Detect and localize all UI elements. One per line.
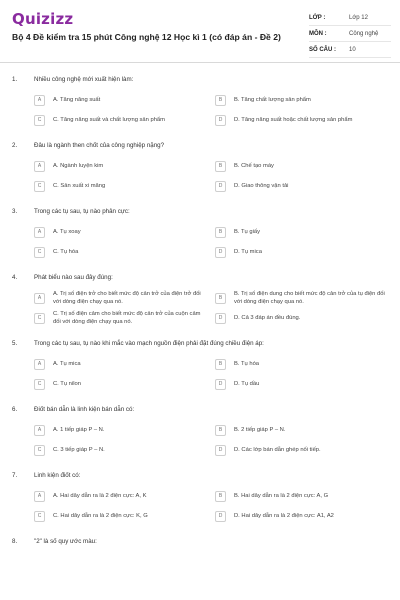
option-text: A. Ngành luyện kim xyxy=(53,163,104,169)
option-text: B. Tụ giấy xyxy=(234,229,260,235)
question-header xyxy=(0,76,400,88)
question-item xyxy=(0,76,400,130)
option-text: C. Trị số điện cảm cho biết mức độ cản trở của cuộn cảm đối với dòng điện chạy qua nó. xyxy=(53,311,201,325)
option-text: A. Trị số điện trở cho biết mức độ cản trở của điện trở đối với dòng điện chạy qua nó. xyxy=(53,291,201,305)
question-text: Trong các tụ sau, tụ nào khi mắc vào mạch nguồn điện phải đặt đúng chiều điện áp: xyxy=(34,340,264,347)
meta-label: SỐ CÂU : xyxy=(309,46,336,53)
option-text: C. 3 tiếp giáp P – N. xyxy=(53,447,105,453)
answer-option[interactable] xyxy=(215,374,396,394)
option-letter-box: B xyxy=(215,227,226,238)
meta-value: Công nghệ xyxy=(349,30,379,37)
question-number: 8. xyxy=(12,538,18,545)
option-letter-box: C xyxy=(34,247,45,258)
question-text: Nhiều công nghệ mới xuất hiện làm: xyxy=(34,76,134,83)
question-header xyxy=(0,340,400,352)
answer-option[interactable] xyxy=(215,110,396,130)
answer-option[interactable] xyxy=(215,288,396,308)
option-text: D. Tụ mica xyxy=(234,249,262,255)
meta-value: 10 xyxy=(349,46,356,53)
answer-option[interactable] xyxy=(215,156,396,176)
answer-option[interactable] xyxy=(215,354,396,374)
answer-option[interactable] xyxy=(215,242,396,262)
option-text: C. Sản xuất xi măng xyxy=(53,183,106,189)
question-item xyxy=(0,472,400,526)
option-text: A. 1 tiếp giáp P – N. xyxy=(53,427,105,433)
answer-options xyxy=(34,486,400,526)
meta-label: MÔN : xyxy=(309,30,327,37)
answer-options xyxy=(34,90,400,130)
question-header xyxy=(0,406,400,418)
question-item xyxy=(0,208,400,262)
answer-option[interactable] xyxy=(34,176,215,196)
option-letter-box: D xyxy=(215,181,226,192)
answer-option[interactable] xyxy=(215,308,396,328)
option-letter-box: C xyxy=(34,379,45,390)
question-number: 5. xyxy=(12,340,18,347)
option-letter-box: D xyxy=(215,115,226,126)
question-header xyxy=(0,208,400,220)
option-letter-box: B xyxy=(215,95,226,106)
option-letter-box: D xyxy=(215,511,226,522)
option-text: D. Cả 3 đáp án đều đúng. xyxy=(234,315,301,321)
option-text: C. Tụ hóa xyxy=(53,249,79,255)
option-letter-box: B xyxy=(215,161,226,172)
option-text: B. Tăng chất lượng sản phẩm xyxy=(234,97,311,103)
meta-row-count xyxy=(309,42,391,58)
option-letter-box: D xyxy=(215,313,226,324)
option-letter-box: D xyxy=(215,247,226,258)
question-header xyxy=(0,274,400,286)
option-text: B. Trị số điện dung cho biết mức độ cản trở của tụ điện đối với dòng điện chạy qua nó. xyxy=(234,291,385,305)
option-text: D. Tụ dầu xyxy=(234,381,260,387)
answer-option[interactable] xyxy=(34,486,215,506)
option-letter-box: A xyxy=(34,359,45,370)
option-text: A. Tụ xoay xyxy=(53,229,81,235)
question-header xyxy=(0,142,400,154)
option-letter-box: A xyxy=(34,95,45,106)
question-item xyxy=(0,274,400,328)
option-text: D. Tăng năng suất hoặc chất lượng sản phẩm xyxy=(234,117,353,123)
question-number: 7. xyxy=(12,472,18,479)
answer-options xyxy=(34,354,400,394)
answer-options xyxy=(34,156,400,196)
answer-option[interactable] xyxy=(34,440,215,460)
answer-option[interactable] xyxy=(215,90,396,110)
option-text: B. Hai dây dẫn ra là 2 điện cực: A, G xyxy=(234,493,329,499)
option-text: A. Tụ mica xyxy=(53,361,81,367)
option-text: D. Các lớp bán dẫn ghép nối tiếp. xyxy=(234,447,321,453)
option-letter-box: C xyxy=(34,445,45,456)
answer-option[interactable] xyxy=(34,506,215,526)
question-number: 4. xyxy=(12,274,18,281)
question-item xyxy=(0,538,400,550)
option-text: B. Chế tạo máy xyxy=(234,163,274,169)
answer-option[interactable] xyxy=(34,242,215,262)
option-letter-box: A xyxy=(34,161,45,172)
meta-table xyxy=(309,10,391,58)
option-letter-box: A xyxy=(34,491,45,502)
option-text: A. Hai dây dẫn ra là 2 điện cực: A, K xyxy=(53,493,147,499)
answer-option[interactable] xyxy=(34,222,215,242)
answer-option[interactable] xyxy=(215,440,396,460)
meta-row-subject xyxy=(309,26,391,42)
header xyxy=(0,0,400,62)
option-letter-box: B xyxy=(215,425,226,436)
question-text: Điốt bán dẫn là linh kiện bán dẫn có: xyxy=(34,406,135,413)
option-text: D. Hai dây dẫn ra là 2 điện cực: A1, A2 xyxy=(234,513,334,519)
question-number: 3. xyxy=(12,208,18,215)
answer-option[interactable] xyxy=(34,288,215,308)
option-letter-box: D xyxy=(215,445,226,456)
question-number: 1. xyxy=(12,76,18,83)
answer-option[interactable] xyxy=(215,506,396,526)
option-letter-box: A xyxy=(34,227,45,238)
option-letter-box: C xyxy=(34,181,45,192)
question-list xyxy=(0,76,400,562)
answer-options xyxy=(34,288,400,328)
answer-option[interactable] xyxy=(215,486,396,506)
meta-value: Lớp 12 xyxy=(349,14,368,21)
question-number: 2. xyxy=(12,142,18,149)
question-number: 6. xyxy=(12,406,18,413)
answer-option[interactable] xyxy=(34,374,215,394)
question-text: Linh kiện điốt có: xyxy=(34,472,81,479)
answer-options xyxy=(34,420,400,460)
answer-option[interactable] xyxy=(34,110,215,130)
option-letter-box: B xyxy=(215,359,226,370)
answer-option[interactable] xyxy=(215,176,396,196)
answer-option[interactable] xyxy=(215,222,396,242)
option-letter-box: B xyxy=(215,491,226,502)
question-text: Trong các tụ sau, tụ nào phân cực: xyxy=(34,208,130,215)
option-text: D. Giao thông vận tải xyxy=(234,183,289,189)
option-letter-box: C xyxy=(34,511,45,522)
quizizz-logo: Quizizz xyxy=(12,10,74,28)
answer-option[interactable] xyxy=(34,354,215,374)
meta-label: LỚP : xyxy=(309,14,326,21)
question-item xyxy=(0,142,400,196)
question-text: Phát biểu nào sau đây đúng: xyxy=(34,274,113,281)
answer-options xyxy=(34,222,400,262)
answer-option[interactable] xyxy=(34,420,215,440)
answer-option[interactable] xyxy=(34,90,215,110)
question-text: "2" là số quy ước màu: xyxy=(34,538,97,545)
option-text: B. Tụ hóa xyxy=(234,361,260,367)
option-letter-box: C xyxy=(34,115,45,126)
option-text: C. Hai dây dẫn ra là 2 điện cực: K, G xyxy=(53,513,148,519)
meta-row-class xyxy=(309,10,391,26)
answer-option[interactable] xyxy=(34,308,215,328)
option-text: A. Tăng năng suất xyxy=(53,97,101,103)
header-divider xyxy=(0,62,400,63)
page-title: Bộ 4 Đề kiểm tra 15 phút Công nghệ 12 Học kì 1 (có đáp án - Đề 2) xyxy=(12,32,281,42)
question-header xyxy=(0,538,400,550)
question-text: Đâu là ngành then chốt của công nghiệp nặng? xyxy=(34,142,165,149)
option-letter-box: C xyxy=(34,313,45,324)
question-item xyxy=(0,340,400,394)
question-item xyxy=(0,406,400,460)
option-text: C. Tăng năng suất và chất lượng sản phẩm xyxy=(53,117,165,123)
answer-option[interactable] xyxy=(215,420,396,440)
option-text: C. Tụ nilon xyxy=(53,381,81,387)
option-letter-box: D xyxy=(215,379,226,390)
answer-option[interactable] xyxy=(34,156,215,176)
question-header xyxy=(0,472,400,484)
option-letter-box: A xyxy=(34,425,45,436)
option-text: B. 2 tiếp giáp P – N. xyxy=(234,427,286,433)
option-letter-box: B xyxy=(215,293,226,304)
option-letter-box: A xyxy=(34,293,45,304)
